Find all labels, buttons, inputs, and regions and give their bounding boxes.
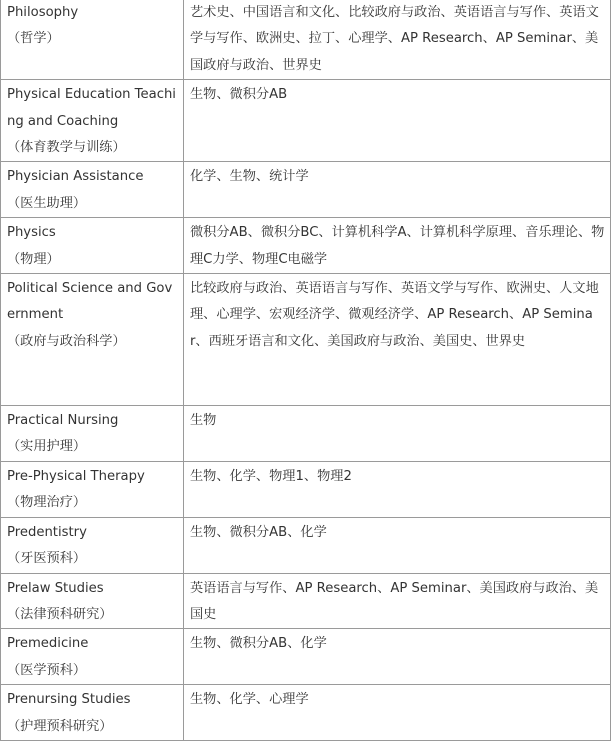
table-row (1, 461, 611, 517)
major-name-cn: （物理治疗） (7, 495, 87, 511)
major-name-en: Prenursing Studies (7, 692, 131, 708)
table-row (1, 406, 611, 462)
courses-cell: 比较政府与政治、英语语言与写作、英语文学与写作、欧洲史、人文地理、心理学、宏观经济学、微观经济学、AP Research、AP Seminar、西班牙语言和文化、美国政府与政治、美国史、世界史 (184, 274, 611, 406)
major-name-cn: （护理预科研究） (7, 718, 113, 734)
courses-cell: 化学、生物、统计学 (184, 162, 611, 218)
table-row (1, 0, 611, 80)
major-cell (1, 685, 184, 741)
major-name-cn: （物理） (7, 251, 60, 267)
table-row (1, 218, 611, 274)
table-row (1, 629, 611, 685)
major-cell (1, 573, 184, 629)
major-cell (1, 218, 184, 274)
major-cell (1, 0, 184, 80)
major-cell (1, 162, 184, 218)
major-name-en: Practical Nursing (7, 413, 119, 429)
courses-cell: 生物、微积分AB、化学 (184, 629, 611, 685)
major-name-en: Physics (7, 225, 56, 241)
major-name-en: Premedicine (7, 636, 89, 652)
major-name-cn: （医学预科） (7, 662, 87, 678)
major-cell (1, 629, 184, 685)
major-name-en: Prelaw Studies (7, 580, 104, 596)
courses-cell: 生物、化学、物理1、物理2 (184, 461, 611, 517)
major-name-en: Physician Assistance (7, 169, 144, 185)
courses-cell: 微积分AB、微积分BC、计算机科学A、计算机科学原理、音乐理论、物理C力学、物理C电磁学 (184, 218, 611, 274)
table-row (1, 517, 611, 573)
major-cell (1, 461, 184, 517)
courses-cell: 生物、微积分AB、化学 (184, 517, 611, 573)
courses-cell: 生物、微积分AB (184, 80, 611, 162)
major-name-cn: （体育教学与训练） (7, 140, 126, 156)
courses-cell: 生物 (184, 406, 611, 462)
major-name-en: Political Science and Government (7, 281, 173, 323)
courses-cell: 艺术史、中国语言和文化、比较政府与政治、英语语言与写作、英语文学与写作、欧洲史、拉丁、心理学、AP Research、AP Seminar、美国政府与政治、世界史 (184, 0, 611, 80)
major-name-en: Pre-Physical Therapy (7, 468, 145, 484)
table-row (1, 80, 611, 162)
table-row (1, 162, 611, 218)
major-name-cn: （法律预科研究） (7, 606, 113, 622)
major-name-cn: （医生助理） (7, 195, 87, 211)
major-name-cn: （牙医预科） (7, 551, 87, 567)
major-cell (1, 406, 184, 462)
courses-cell: 生物、化学、心理学 (184, 685, 611, 741)
major-name-cn: （实用护理） (7, 439, 87, 455)
table-row (1, 274, 611, 406)
major-name-en: Philosophy (7, 5, 79, 20)
major-name-cn: （哲学） (7, 31, 60, 47)
table-row (1, 573, 611, 629)
major-name-en: Predentistry (7, 524, 87, 540)
major-name-cn: （政府与政治科学） (7, 333, 126, 349)
major-cell (1, 517, 184, 573)
courses-cell: 英语语言与写作、AP Research、AP Seminar、美国政府与政治、美国史 (184, 573, 611, 629)
major-cell (1, 274, 184, 406)
table-row (1, 685, 611, 741)
major-cell (1, 80, 184, 162)
major-name-en: Physical Education Teaching and Coaching (7, 87, 176, 129)
